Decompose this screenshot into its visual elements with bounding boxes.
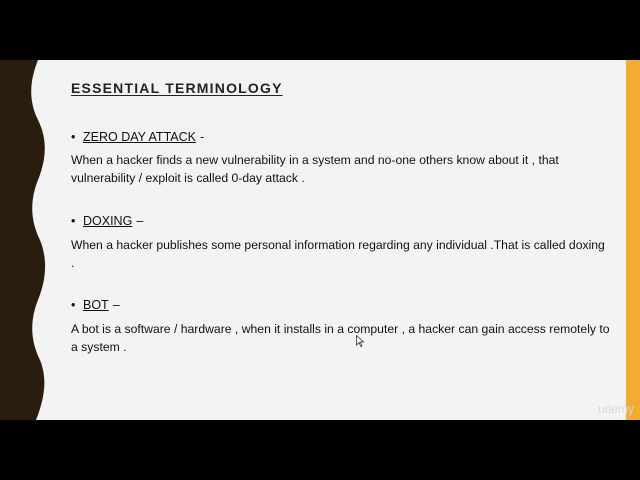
term-label: DOXING xyxy=(83,214,133,228)
bullet-icon: • xyxy=(71,130,76,144)
bullet-icon: • xyxy=(71,298,76,312)
term-description: When a hacker finds a new vulnerability in a system and no-one others know about it , that vulnerability / exploit is called 0-day attack . xyxy=(71,153,559,185)
mouse-cursor-icon xyxy=(356,335,364,347)
term-separator: - xyxy=(199,130,205,144)
accent-bar xyxy=(626,60,640,420)
term-separator: – xyxy=(112,298,120,312)
term-separator: – xyxy=(136,214,144,228)
watermark-logo: udemy xyxy=(597,402,634,416)
term-label: BOT xyxy=(83,298,109,312)
term-description: A bot is a software / hardware , when it installs in a computer , a hacker can gain access remotely to a system . xyxy=(71,322,610,354)
term-description: When a hacker publishes some personal information regarding any individual .That is called doxing . xyxy=(71,238,605,270)
decorative-wave-border xyxy=(0,60,60,420)
term-row-zero-day xyxy=(71,130,204,144)
slide-title: ESSENTIAL TERMINOLOGY xyxy=(71,80,283,96)
bullet-icon: • xyxy=(71,214,76,228)
slide-viewport xyxy=(0,60,640,420)
term-row-bot xyxy=(71,298,120,312)
term-label: ZERO DAY ATTACK xyxy=(83,130,196,144)
term-row-doxing xyxy=(71,214,143,228)
